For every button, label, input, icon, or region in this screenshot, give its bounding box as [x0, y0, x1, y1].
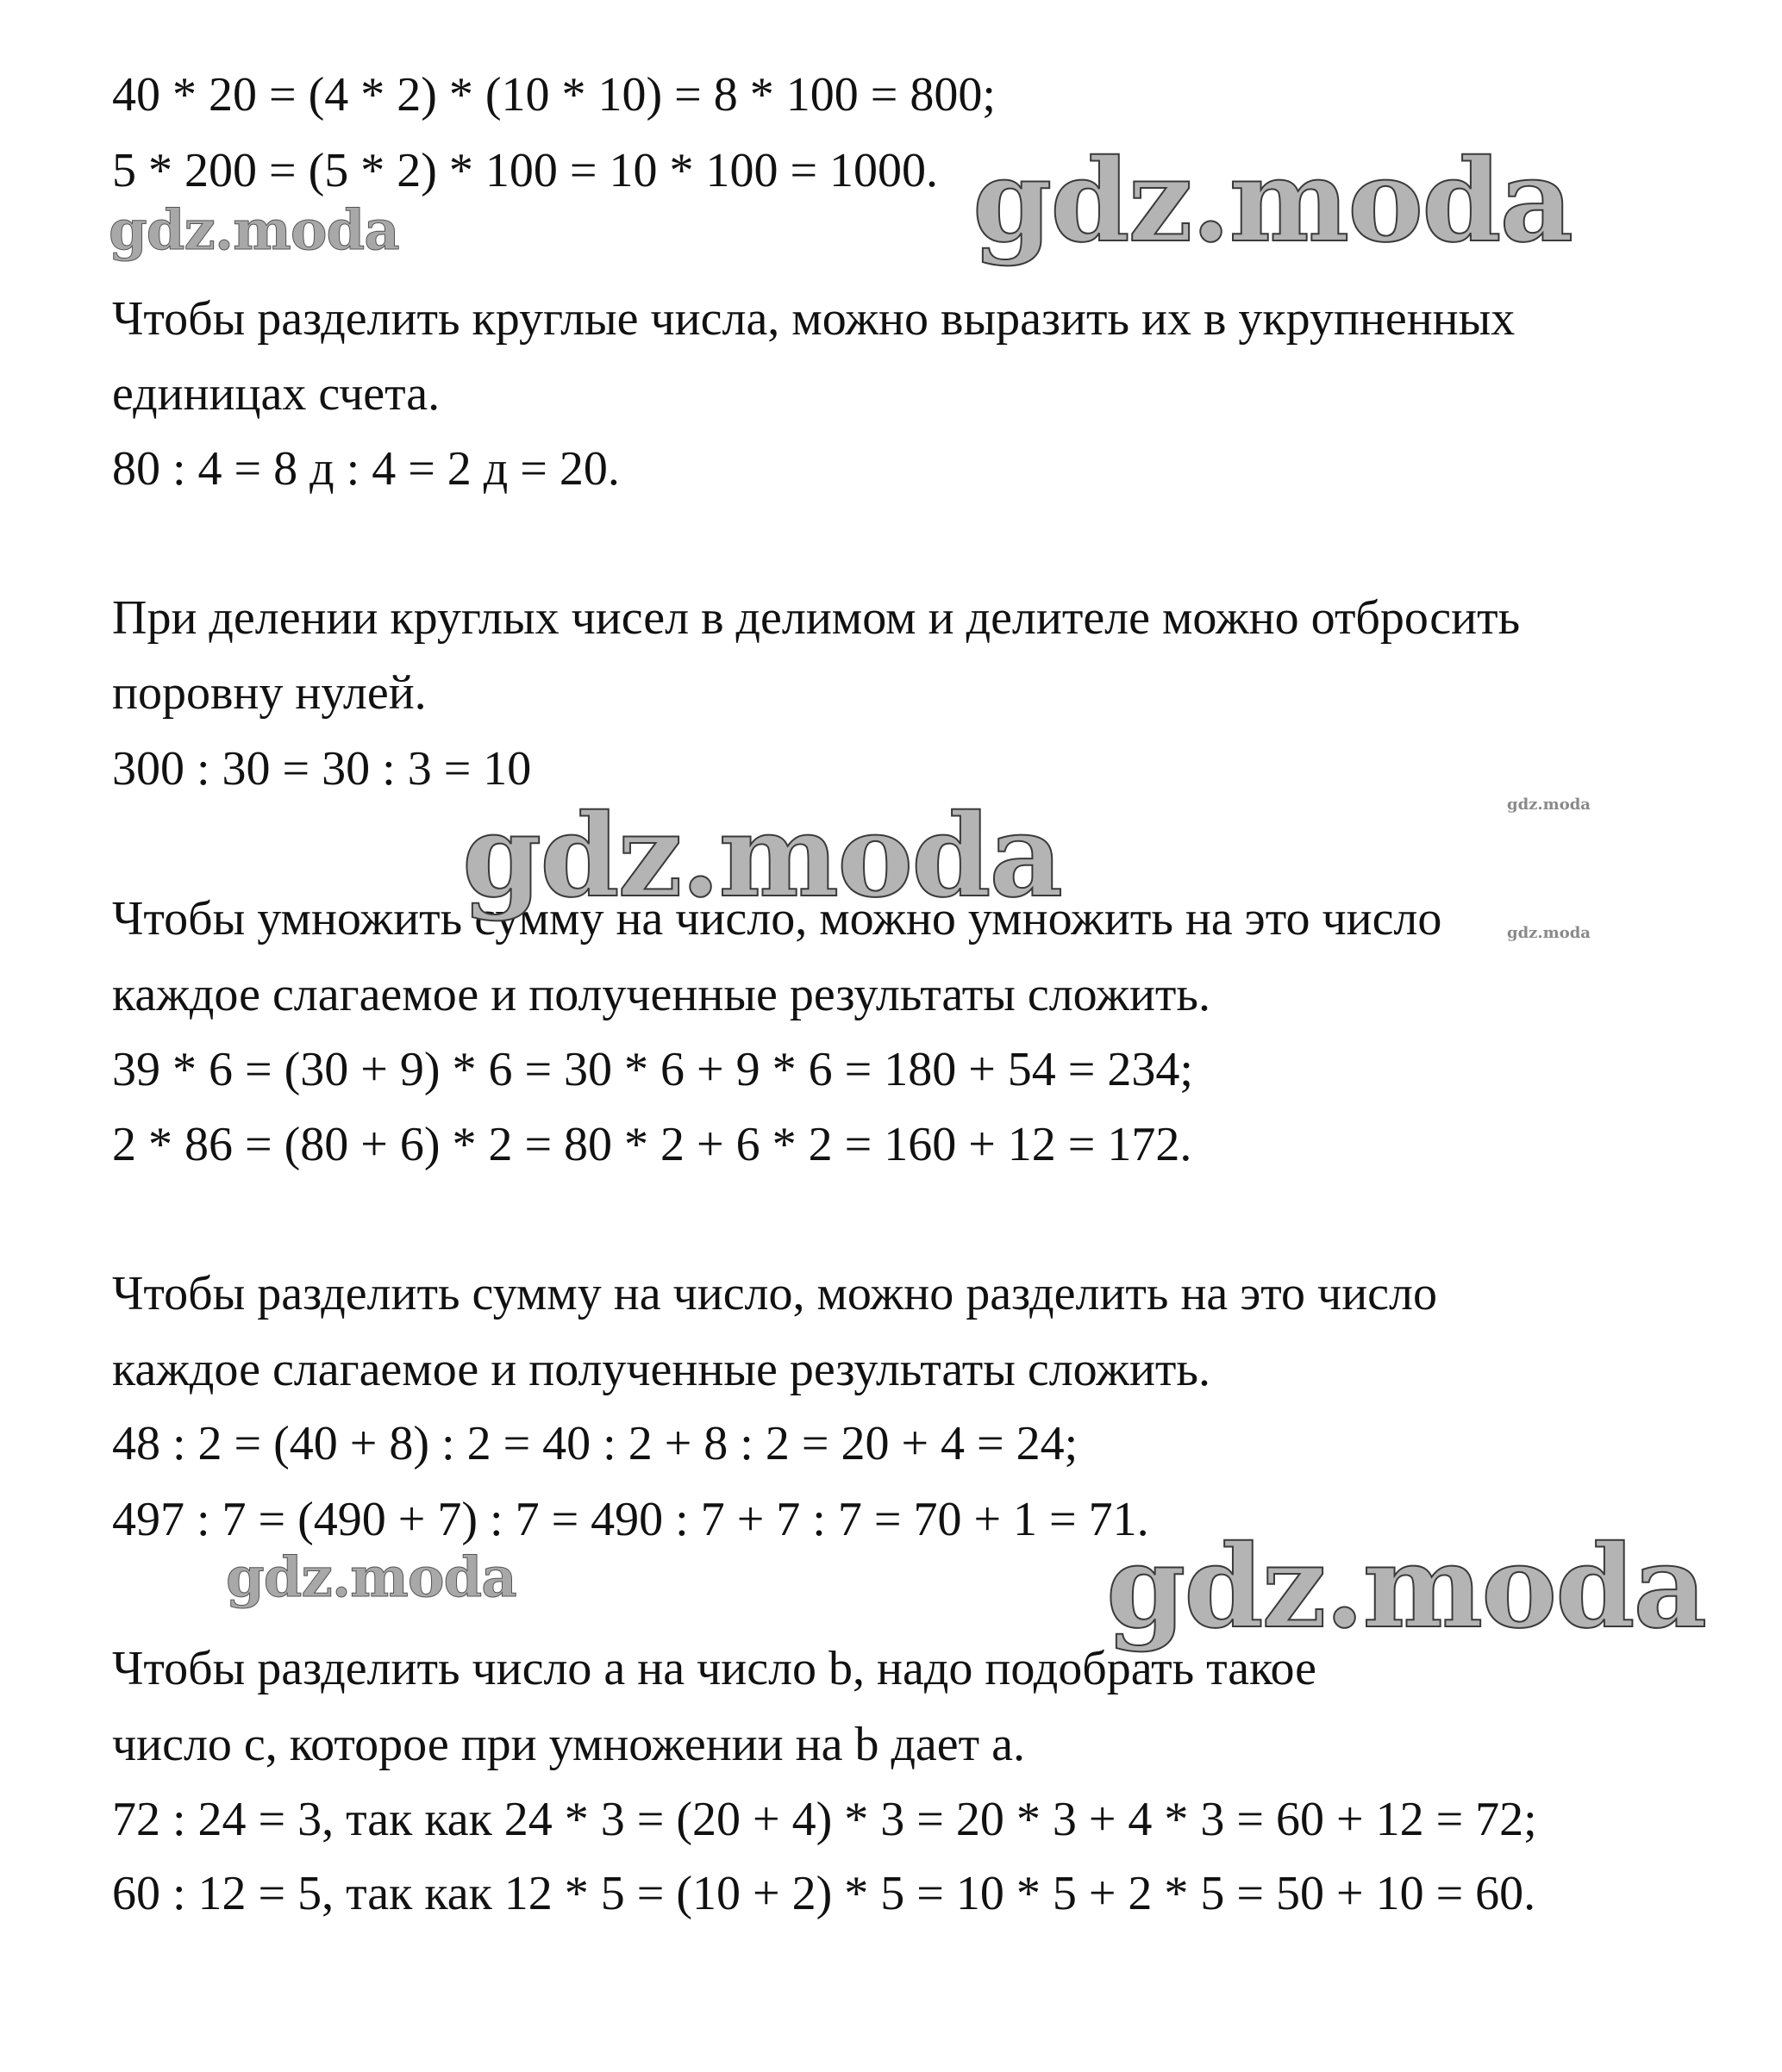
rule-text-line: каждое слагаемое и полученные результаты сложить.: [112, 968, 1210, 1021]
watermark-logo: gdz.moda: [972, 134, 1573, 268]
equation-line: 39 * 6 = (30 + 9) * 6 = 30 * 6 + 9 * 6 = 180 + 54 = 234;: [112, 1043, 1193, 1096]
equation-line: 48 : 2 = (40 + 8) : 2 = 40 : 2 + 8 : 2 = 20 + 4 = 24;: [112, 1417, 1079, 1470]
rule-text-line: Чтобы разделить круглые числа, можно выразить их в укрупненных: [112, 292, 1516, 346]
equation-line: 60 : 12 = 5, так как 12 * 5 = (10 + 2) * 5 = 10 * 5 + 2 * 5 = 50 + 10 = 60.: [112, 1867, 1536, 1920]
equation-line: 497 : 7 = (490 + 7) : 7 = 490 : 7 + 7 : 7 = 70 + 1 = 71.: [112, 1493, 1149, 1546]
equation-line: 80 : 4 = 8 д : 4 = 2 д = 20.: [112, 442, 620, 496]
rule-text-line: число c, которое при умножении на b дает a.: [112, 1718, 1025, 1771]
equation-line: 5 * 200 = (5 * 2) * 100 = 10 * 100 = 1000.: [112, 144, 939, 197]
equation-line: 72 : 24 = 3, так как 24 * 3 = (20 + 4) * 3 = 20 * 3 + 4 * 3 = 60 + 12 = 72;: [112, 1793, 1537, 1846]
watermark-logo: gdz.moda: [1507, 924, 1591, 942]
watermark-logo: gdz.moda: [1507, 796, 1591, 814]
watermark-logo: gdz.moda: [1106, 1520, 1706, 1654]
rule-text-line: Чтобы разделить число a на число b, надо подобрать такое: [112, 1642, 1317, 1695]
rule-text-line: При делении круглых чисел в делимом и делителе можно отбросить: [112, 591, 1521, 645]
equation-line: 300 : 30 = 30 : 3 = 10: [112, 742, 532, 796]
equation-line: 40 * 20 = (4 * 2) * (10 * 10) = 8 * 100 = 800;: [112, 68, 996, 122]
rule-text-line: единицах счета.: [112, 367, 441, 421]
rule-text-line: Чтобы умножить сумму на число, можно умножить на это число: [112, 892, 1442, 946]
rule-text-line: поровну нулей.: [112, 666, 427, 720]
equation-line: 2 * 86 = (80 + 6) * 2 = 80 * 2 + 6 * 2 = 160 + 12 = 172.: [112, 1118, 1192, 1171]
watermark-logo: gdz.moda: [109, 198, 399, 263]
watermark-logo: gdz.moda: [226, 1545, 516, 1610]
rule-text-line: каждое слагаемое и полученные результаты сложить.: [112, 1343, 1210, 1396]
watermark-logo: gdz.moda: [462, 789, 1062, 923]
rule-text-line: Чтобы разделить сумму на число, можно разделить на это число: [112, 1267, 1437, 1320]
